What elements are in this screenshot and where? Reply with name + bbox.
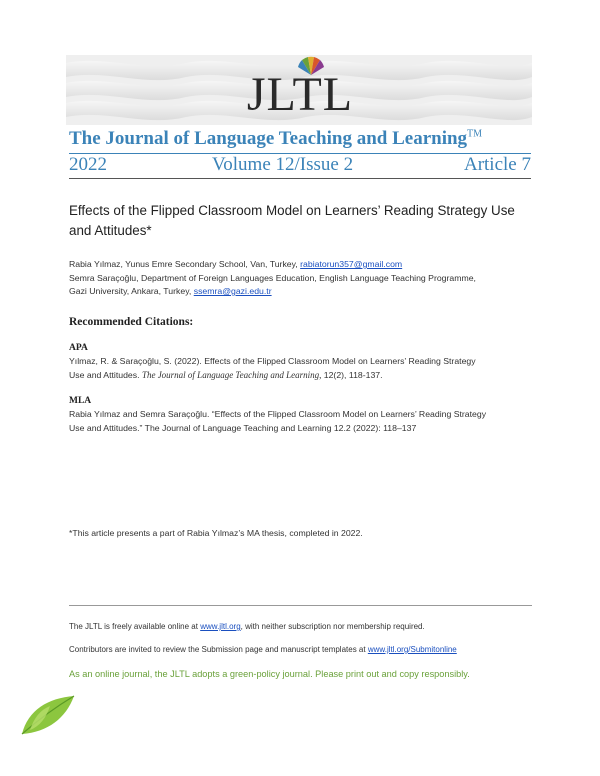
green-policy-note: As an online journal, the JLTL adopts a green-policy journal. Please print out and copy responsibly. [69,669,470,679]
footer-availability: The JLTL is freely available online at www.jltl.org, with neither subscription nor membership required. [69,622,425,631]
author-affiliations: Rabia Yılmaz, Yunus Emre Secondary School, Van, Turkey, rabiatorun357@gmail.com Semra Saraçoğlu, Department of Foreign Languages Education, English Language Teaching Programme, Gazi University, Ankara, Turkey, ssemra@gazi.edu.tr [69,259,476,296]
mla-label: MLA [69,396,92,406]
trademark: TM [467,128,483,140]
jltl-site-link[interactable]: www.jltl.org [200,622,241,631]
mla-citation: Rabia Yılmaz and Semra Saraçoğlu. “Effects of the Flipped Classroom Model on Learners’ Reading Strategy Use and Attitudes.” The Journal of Language Teaching and Learning 12.2 (2022): 118–137 [69,409,487,433]
email-link-saracoglu[interactable]: ssemra@gazi.edu.tr [193,286,272,296]
submit-online-link[interactable]: www.jltl.org/Submitonline [367,645,457,654]
footer-submission: Contributors are invited to review the Submission page and manuscript templates at www.jltl.org/Submitonline [69,645,457,654]
citations-heading: Recommended Citations: [69,316,194,328]
issue-info [69,154,531,178]
article-title: Effects of the Flipped Classroom Model on Learners’ Reading Strategy Use and Attitudes* [69,203,515,238]
thesis-footnote: *This article presents a part of Rabia Yılmaz’s MA thesis, completed in 2022. [69,528,363,538]
article-number: Article 7 [463,154,531,175]
footer-rule [69,605,532,606]
email-link-yilmaz[interactable]: rabiatorun357@gmail.com [300,259,403,269]
issue-volume: Volume 12/Issue 2 [212,154,354,175]
leaf-icon [20,690,76,738]
journal-logo: JLTL [246,68,354,121]
apa-citation: Yılmaz, R. & Saraçoğlu, S. (2022). Effects of the Flipped Classroom Model on Learners’ Reading Strategy Use and Attitudes. The Journal of Language Teaching and Learning, 12(2), 118-137. [69,356,476,380]
apa-label: APA [69,343,88,353]
issue-year: 2022 [69,154,107,175]
header-rule-bottom [69,178,531,179]
journal-title: The Journal of Language Teaching and Learning™ [69,128,483,149]
